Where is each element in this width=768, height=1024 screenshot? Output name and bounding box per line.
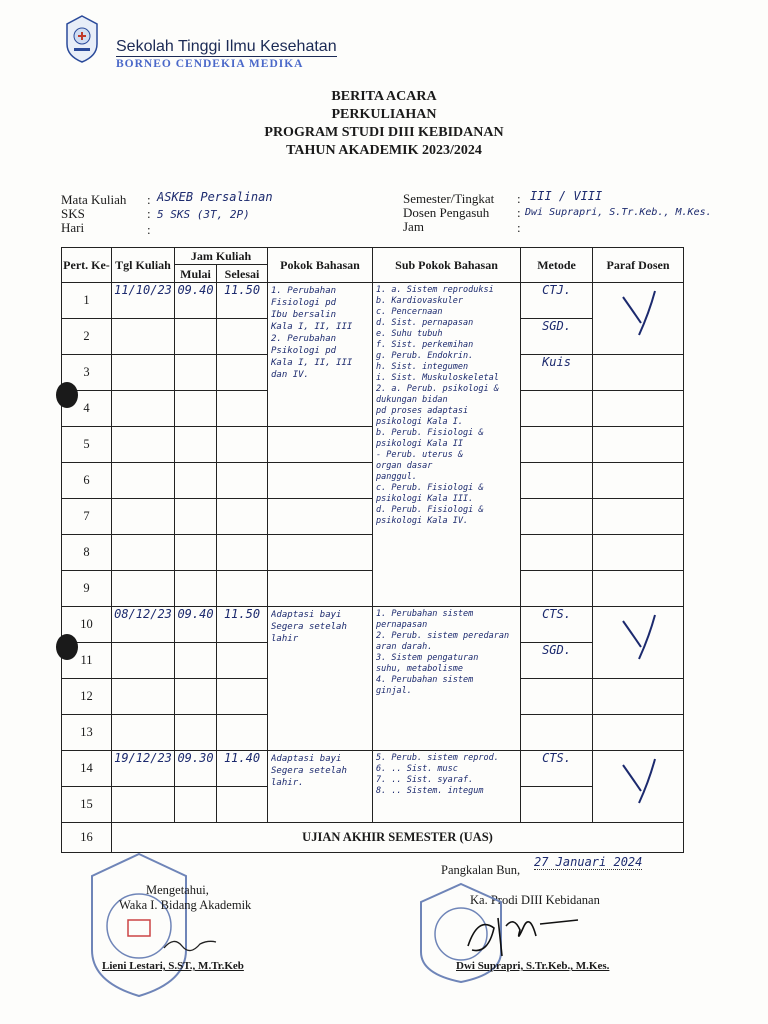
row-end-time [217, 427, 268, 463]
row-date [112, 571, 175, 607]
dosen-label: Dosen Pengasuh [403, 205, 490, 220]
row-number: 6 [62, 463, 112, 499]
pokok-bahasan-line: Psikologi pd [271, 346, 337, 356]
sub-pokok-bahasan-line: d. Sist. pernapasan [376, 318, 474, 328]
row-end-time: 11.50 [217, 283, 268, 319]
sub-pokok-bahasan-line: 1. Perubahan sistem [376, 609, 474, 619]
row-end-time [217, 355, 268, 391]
pokok-bahasan-line: Fisiologi pd [271, 298, 337, 308]
semester-label: Semester/Tingkat [403, 191, 495, 206]
row-start-time: 09.40 [175, 283, 217, 319]
row-date [112, 787, 175, 823]
row-number: 16 [62, 823, 112, 853]
row-date [112, 499, 175, 535]
sub-pokok-bahasan-line: 4. Perubahan sistem [376, 675, 474, 685]
right-signer-name: Dwi Suprapri, S.Tr.Keb., M.Kes. [456, 960, 610, 972]
pokok-bahasan-cell [268, 571, 373, 607]
header-pert: Pert. Ke- [62, 248, 112, 283]
right-title: Ka. Prodi DIII Kebidanan [470, 893, 600, 907]
header-mulai: Mulai [175, 265, 217, 283]
sks-label: SKS [61, 206, 85, 221]
sub-pokok-bahasan-line: g. Perub. Endokrin. [376, 351, 474, 361]
pokok-bahasan-line: 1. Perubahan [271, 286, 337, 296]
left-signer-name: Lieni Lestari, S.ST., M.Tr.Keb [102, 960, 244, 972]
row-end-time [217, 787, 268, 823]
lecturer-paraf-cell [593, 427, 684, 463]
row-method: CTJ. [521, 283, 593, 319]
row-number: 10 [62, 607, 112, 643]
title-line-3: PROGRAM STUDI DIII KEBIDANAN [264, 125, 504, 140]
header-metode: Metode [521, 248, 593, 283]
pokok-bahasan-cell [268, 535, 373, 571]
title-line-4: TAHUN AKADEMIK 2023/2024 [286, 143, 482, 158]
sub-pokok-bahasan-line: ginjal. [376, 686, 412, 696]
row-date: 19/12/23 [112, 751, 175, 787]
row-end-time: 11.40 [217, 751, 268, 787]
row-date [112, 391, 175, 427]
row-date [112, 355, 175, 391]
lecture-log-table [61, 247, 684, 853]
row-date [112, 535, 175, 571]
header-pokok: Pokok Bahasan [268, 248, 373, 283]
dosen-value: Dwi Suprapri, S.Tr.Keb., M.Kes. [525, 207, 712, 218]
sub-pokok-bahasan-line: 5. Perub. sistem reprod. [376, 753, 499, 763]
pokok-bahasan-line: Adaptasi bayi [271, 754, 342, 764]
row-start-time [175, 787, 217, 823]
pokok-bahasan-line: lahir. [271, 778, 304, 788]
pokok-bahasan-line: 2. Perubahan [271, 334, 337, 344]
left-title-1: Mengetahui, [146, 883, 209, 897]
row-number: 4 [62, 391, 112, 427]
row-end-time [217, 463, 268, 499]
row-method [521, 679, 593, 715]
institution-name: Sekolah Tinggi Ilmu Kesehatan [116, 38, 337, 55]
row-number: 12 [62, 679, 112, 715]
row-date [112, 643, 175, 679]
row-start-time [175, 463, 217, 499]
header-paraf: Paraf Dosen [593, 248, 684, 283]
sub-pokok-bahasan-line: b. Kardiovaskuler [376, 296, 464, 306]
row-end-time [217, 535, 268, 571]
sub-pokok-bahasan-line: h. Sist. integumen [376, 362, 469, 372]
sub-pokok-bahasan-cell [373, 751, 521, 823]
row-date [112, 463, 175, 499]
sub-pokok-bahasan-line: e. Suhu tubuh [376, 329, 443, 339]
row-number: 13 [62, 715, 112, 751]
paraf-signature [593, 283, 683, 343]
sub-pokok-bahasan-line: 1. a. Sistem reproduksi [376, 285, 494, 295]
lecturer-paraf-cell [593, 607, 684, 679]
left-title-2: Waka I. Bidang Akademik [119, 898, 252, 912]
sub-pokok-bahasan-line: psikologi Kala I. [376, 417, 464, 427]
row-method [521, 499, 593, 535]
pokok-bahasan-cell [268, 499, 373, 535]
row-number: 2 [62, 319, 112, 355]
row-start-time [175, 715, 217, 751]
table-row [62, 571, 684, 607]
lecturer-paraf-cell [593, 391, 684, 427]
title-line-2: PERKULIAHAN [331, 107, 437, 122]
row-end-time [217, 319, 268, 355]
mata-kuliah-label: Mata Kuliah [61, 192, 127, 207]
row-number: 9 [62, 571, 112, 607]
table-row [62, 607, 684, 643]
row-end-time [217, 571, 268, 607]
sub-pokok-bahasan-line: c. Pencernaan [376, 307, 443, 317]
uas-row [62, 823, 684, 853]
row-date [112, 427, 175, 463]
row-method: SGD. [521, 319, 593, 355]
paraf-signature [593, 607, 683, 667]
sub-pokok-bahasan-line: 7. .. Sist. syaraf. [376, 775, 474, 785]
table-row [62, 427, 684, 463]
sub-pokok-bahasan-line: psikologi Kala II [376, 439, 464, 449]
lecturer-paraf-cell [593, 715, 684, 751]
sks-value: 5 SKS (3T, 2P) [157, 208, 250, 221]
sub-pokok-bahasan-line: 3. Sistem pengaturan [376, 653, 479, 663]
mata-kuliah-value: ASKEB Persalinan [157, 190, 273, 204]
sub-pokok-bahasan-cell [373, 607, 521, 751]
sub-pokok-bahasan-line: 2. a. Perub. psikologi & [376, 384, 499, 394]
sub-pokok-bahasan-line: 8. .. Sistem. integum [376, 786, 484, 796]
uas-label: UJIAN AKHIR SEMESTER (UAS) [112, 823, 684, 853]
table-row [62, 283, 684, 319]
row-method [521, 571, 593, 607]
sub-pokok-bahasan-line: psikologi Kala IV. [376, 516, 469, 526]
jam-label: Jam [403, 219, 424, 234]
pokok-bahasan-cell [268, 751, 373, 823]
row-date: 08/12/23 [112, 607, 175, 643]
row-date [112, 715, 175, 751]
lecturer-paraf-cell [593, 679, 684, 715]
row-number: 11 [62, 643, 112, 679]
lecturer-paraf-cell [593, 751, 684, 823]
semester-value: III / VIII [530, 189, 603, 203]
row-date [112, 319, 175, 355]
sub-pokok-bahasan-line: c. Perub. Fisiologi & [376, 483, 484, 493]
punch-hole [56, 634, 78, 660]
pokok-bahasan-line: Kala I, II, III [271, 358, 353, 368]
row-method [521, 715, 593, 751]
official-stamp-left [86, 850, 192, 1000]
row-start-time [175, 643, 217, 679]
row-method: CTS. [521, 607, 593, 643]
table-row [62, 463, 684, 499]
row-number: 14 [62, 751, 112, 787]
hari-label: Hari [61, 220, 85, 235]
row-start-time: 09.30 [175, 751, 217, 787]
row-start-time [175, 391, 217, 427]
table-row [62, 499, 684, 535]
sub-pokok-bahasan-line: pernapasan [376, 620, 428, 630]
row-end-time [217, 715, 268, 751]
row-method [521, 427, 593, 463]
sub-pokok-bahasan-line: organ dasar [376, 461, 433, 471]
header-sub: Sub Pokok Bahasan [373, 248, 521, 283]
pokok-bahasan-cell [268, 463, 373, 499]
sub-pokok-bahasan-line: dukungan bidan [376, 395, 448, 405]
row-method [521, 391, 593, 427]
row-start-time [175, 319, 217, 355]
pokok-bahasan-line: dan IV. [271, 370, 309, 380]
table-row [62, 751, 684, 787]
row-start-time [175, 679, 217, 715]
row-number: 1 [62, 283, 112, 319]
row-end-time: 11.50 [217, 607, 268, 643]
row-end-time [217, 391, 268, 427]
institution-subtitle: BORNEO CENDEKIA MEDIKA [116, 58, 304, 70]
row-date: 11/10/23 [112, 283, 175, 319]
lecturer-paraf-cell [593, 283, 684, 355]
row-method [521, 535, 593, 571]
sub-pokok-bahasan-line: f. Sist. perkemihan [376, 340, 474, 350]
right-signature-scribble [458, 906, 588, 966]
header-jam: Jam Kuliah [175, 248, 268, 265]
row-start-time [175, 535, 217, 571]
row-number: 8 [62, 535, 112, 571]
row-method: CTS. [521, 751, 593, 787]
signature-date: 27 Januari 2024 [534, 855, 643, 869]
sub-pokok-bahasan-line: aran darah. [376, 642, 433, 652]
pokok-bahasan-line: Ibu bersalin [271, 310, 337, 320]
row-start-time [175, 499, 217, 535]
title-line-1: BERITA ACARA [331, 89, 437, 104]
sub-pokok-bahasan-cell [373, 283, 521, 607]
table-row [62, 535, 684, 571]
sub-pokok-bahasan-line: 6. .. Sist. musc [376, 764, 458, 774]
sub-pokok-bahasan-line: i. Sist. Muskuloskeletal [376, 373, 499, 383]
sub-pokok-bahasan-line: 2. Perub. sistem peredaran [376, 631, 510, 641]
row-end-time [217, 643, 268, 679]
row-start-time [175, 571, 217, 607]
pokok-bahasan-line: lahir [271, 634, 299, 644]
row-method [521, 463, 593, 499]
row-start-time [175, 427, 217, 463]
paraf-signature [593, 751, 683, 811]
lecturer-paraf-cell [593, 571, 684, 607]
row-end-time [217, 679, 268, 715]
pokok-bahasan-line: Segera setelah [271, 622, 347, 632]
left-signature-scribble [160, 928, 220, 958]
sub-pokok-bahasan-line: suhu, metabolisme [376, 664, 464, 674]
sub-pokok-bahasan-line: panggul. [376, 472, 417, 482]
pokok-bahasan-cell [268, 607, 373, 751]
pokok-bahasan-cell [268, 427, 373, 463]
row-date [112, 679, 175, 715]
pokok-bahasan-line: Segera setelah [271, 766, 347, 776]
lecturer-paraf-cell [593, 499, 684, 535]
row-number: 5 [62, 427, 112, 463]
row-start-time: 09.40 [175, 607, 217, 643]
place-date-prefix: Pangkalan Bun, [441, 863, 521, 877]
row-number: 3 [62, 355, 112, 391]
sub-pokok-bahasan-line: psikologi Kala III. [376, 494, 474, 504]
sub-pokok-bahasan-line: - Perub. uterus & [376, 450, 464, 460]
sub-pokok-bahasan-line: b. Perub. Fisiologi & [376, 428, 484, 438]
header-tgl: Tgl Kuliah [112, 248, 175, 283]
row-end-time [217, 499, 268, 535]
header-selesai: Selesai [217, 265, 268, 283]
document-titles [0, 88, 768, 160]
pokok-bahasan-line: Kala I, II, III [271, 322, 353, 332]
row-method: Kuis [521, 355, 593, 391]
row-number: 15 [62, 787, 112, 823]
punch-hole [56, 382, 78, 408]
pokok-bahasan-line: Adaptasi bayi [271, 610, 342, 620]
pokok-bahasan-cell [268, 283, 373, 427]
sub-pokok-bahasan-line: d. Perub. Fisiologi & [376, 505, 484, 515]
row-method: SGD. [521, 643, 593, 679]
institution-logo [64, 14, 100, 64]
lecturer-paraf-cell [593, 535, 684, 571]
lecturer-paraf-cell [593, 355, 684, 391]
sub-pokok-bahasan-line: pd proses adaptasi [376, 406, 469, 416]
lecturer-paraf-cell [593, 463, 684, 499]
row-number: 7 [62, 499, 112, 535]
row-method [521, 787, 593, 823]
row-start-time [175, 355, 217, 391]
